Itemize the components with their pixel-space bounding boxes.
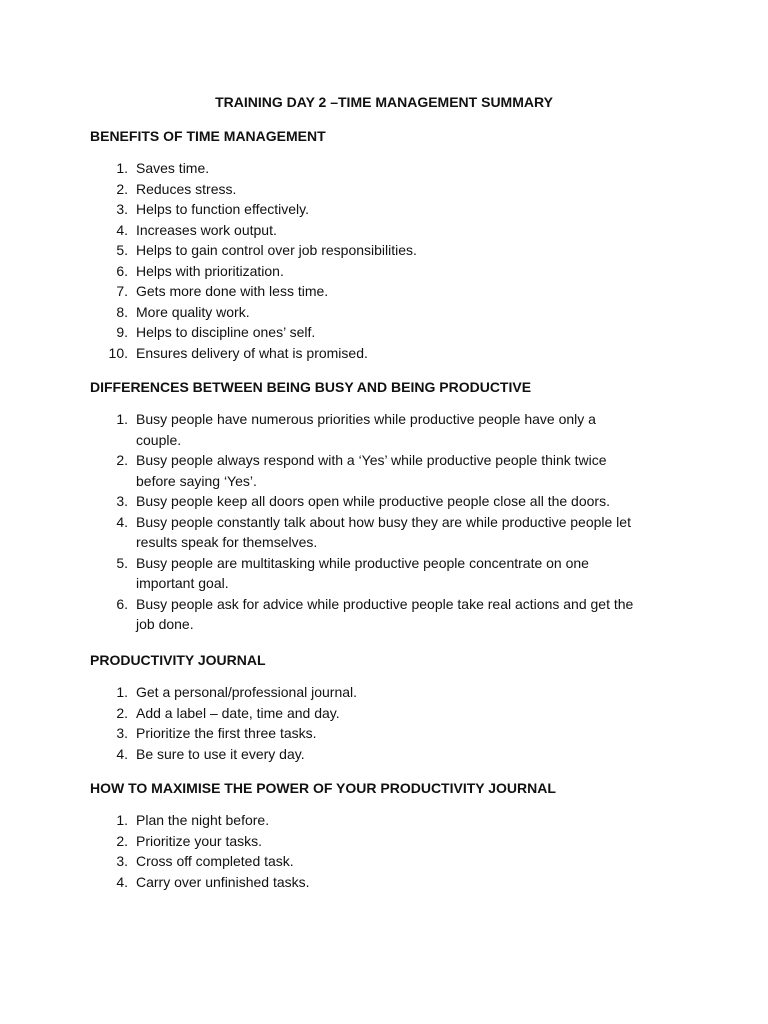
list-item-text <box>136 491 676 512</box>
list-item-number: 7. <box>116 283 128 299</box>
list-item <box>0 220 768 241</box>
benefits-list <box>0 158 768 363</box>
list-item-number: 2. <box>116 180 128 197</box>
list-item-line: Increases work output. <box>136 221 277 238</box>
list-item-text <box>136 302 676 323</box>
list-item-line: Busy people ask for advice while productive people take real actions and get the <box>136 595 634 612</box>
list-item-line: Busy people always respond with a ‘Yes’ while productive people think twice <box>136 452 607 468</box>
list-item-text <box>136 723 676 744</box>
section-heading-differences: DIFFERENCES BETWEEN BEING BUSY AND BEING PRODUCTIVE <box>90 379 532 395</box>
list-item-text <box>136 199 676 220</box>
list-item <box>0 281 768 302</box>
list-item-number: 1. <box>116 684 128 700</box>
list-item <box>0 302 768 323</box>
list-item-line: Be sure to use it every day. <box>136 745 305 762</box>
list-item-line: Gets more done with less time. <box>136 283 329 299</box>
list-item <box>0 682 768 703</box>
list-item-line: Prioritize the first three tasks. <box>136 725 317 741</box>
list-item-text <box>136 594 676 635</box>
list-item-text <box>136 703 676 724</box>
list-item <box>0 158 768 179</box>
list-item-line: Busy people keep all doors open while productive people close all the doors. <box>136 493 610 509</box>
list-item-line: More quality work. <box>136 303 250 320</box>
list-item-line: Reduces stress. <box>136 180 237 197</box>
list-item-line: Busy people constantly talk about how busy they are while productive people let <box>136 513 631 530</box>
list-item <box>0 491 768 512</box>
list-item-text <box>136 322 676 343</box>
list-item <box>0 240 768 261</box>
list-item <box>0 409 768 450</box>
list-item-line: Carry over unfinished tasks. <box>136 873 310 890</box>
list-item-line: Helps with prioritization. <box>136 262 284 279</box>
list-item-number: 2. <box>116 832 128 849</box>
list-item-number: 4. <box>116 221 128 238</box>
list-item-number: 2. <box>116 452 128 468</box>
list-item-text <box>136 343 676 364</box>
list-item-line: Helps to gain control over job responsibilities. <box>136 242 417 258</box>
list-item-text <box>136 281 676 302</box>
list-item-number: 3. <box>116 853 128 869</box>
list-item <box>0 553 768 594</box>
list-item-number: 4. <box>116 873 128 890</box>
list-item-text <box>136 512 676 553</box>
list-item-number: 1. <box>116 411 128 427</box>
list-item-line: Cross off completed task. <box>136 853 294 869</box>
list-item-number: 10. <box>108 344 128 361</box>
list-item-number: 1. <box>116 160 128 176</box>
list-item <box>0 594 768 635</box>
list-item-text <box>136 261 676 282</box>
section-heading-benefits: BENEFITS OF TIME MANAGEMENT <box>90 128 326 144</box>
list-item-line: Get a personal/professional journal. <box>136 684 358 700</box>
list-item-text <box>136 872 676 893</box>
list-item-text <box>136 158 676 179</box>
list-item <box>0 512 768 553</box>
list-item <box>0 450 768 491</box>
list-item <box>0 179 768 200</box>
list-item-text <box>136 450 676 491</box>
list-item-number: 3. <box>116 201 128 217</box>
list-item-number: 3. <box>116 493 128 509</box>
list-item-number: 5. <box>116 242 128 258</box>
list-item-number: 1. <box>116 812 128 828</box>
list-item-text <box>136 744 676 765</box>
list-item-number: 6. <box>116 595 128 612</box>
list-item-number: 4. <box>116 513 128 530</box>
list-item <box>0 831 768 852</box>
list-item-line: job done. <box>136 616 194 632</box>
differences-list <box>0 409 768 635</box>
list-item-line: Busy people are multitasking while productive people concentrate on one <box>136 554 589 571</box>
list-item-line: couple. <box>136 431 182 448</box>
list-item-number: 5. <box>116 554 128 571</box>
list-item-text <box>136 831 676 852</box>
list-item-line: Add a label – date, time and day. <box>136 704 340 721</box>
list-item-line: results speak for themselves. <box>136 534 318 550</box>
list-item-number: 3. <box>116 725 128 741</box>
list-item-line: Plan the night before. <box>136 812 270 828</box>
list-item-line: important goal. <box>136 575 229 591</box>
section-heading-maximise-power: HOW TO MAXIMISE THE POWER OF YOUR PRODUCTIVITY JOURNAL <box>90 780 556 796</box>
list-item-text <box>136 553 676 594</box>
document-title: TRAINING DAY 2 –TIME MANAGEMENT SUMMARY <box>215 94 553 110</box>
list-item <box>0 872 768 893</box>
maximise-power-list <box>0 810 768 892</box>
list-item <box>0 723 768 744</box>
list-item <box>0 703 768 724</box>
list-item-line: Prioritize your tasks. <box>136 832 263 849</box>
productivity-journal-list <box>0 682 768 764</box>
list-item <box>0 199 768 220</box>
list-item <box>0 322 768 343</box>
list-item <box>0 810 768 831</box>
list-item-text <box>136 220 676 241</box>
list-item-line: before saying ‘Yes’. <box>136 472 257 489</box>
list-item <box>0 744 768 765</box>
list-item-line: Ensures delivery of what is promised. <box>136 344 368 361</box>
list-item-line: Helps to discipline ones’ self. <box>136 324 316 340</box>
list-item-number: 9. <box>116 324 128 340</box>
section-heading-productivity-journal: PRODUCTIVITY JOURNAL <box>90 652 266 668</box>
list-item-line: Saves time. <box>136 160 210 176</box>
list-item-text <box>136 810 676 831</box>
list-item-text <box>136 409 676 450</box>
list-item <box>0 261 768 282</box>
list-item-text <box>136 240 676 261</box>
list-item <box>0 851 768 872</box>
list-item <box>0 343 768 364</box>
list-item-line: Busy people have numerous priorities while productive people have only a <box>136 411 596 427</box>
list-item-number: 8. <box>116 303 128 320</box>
list-item-number: 6. <box>116 262 128 279</box>
list-item-number: 4. <box>116 745 128 762</box>
list-item-text <box>136 682 676 703</box>
list-item-text <box>136 851 676 872</box>
list-item-line: Helps to function effectively. <box>136 201 310 217</box>
list-item-number: 2. <box>116 704 128 721</box>
list-item-text <box>136 179 676 200</box>
